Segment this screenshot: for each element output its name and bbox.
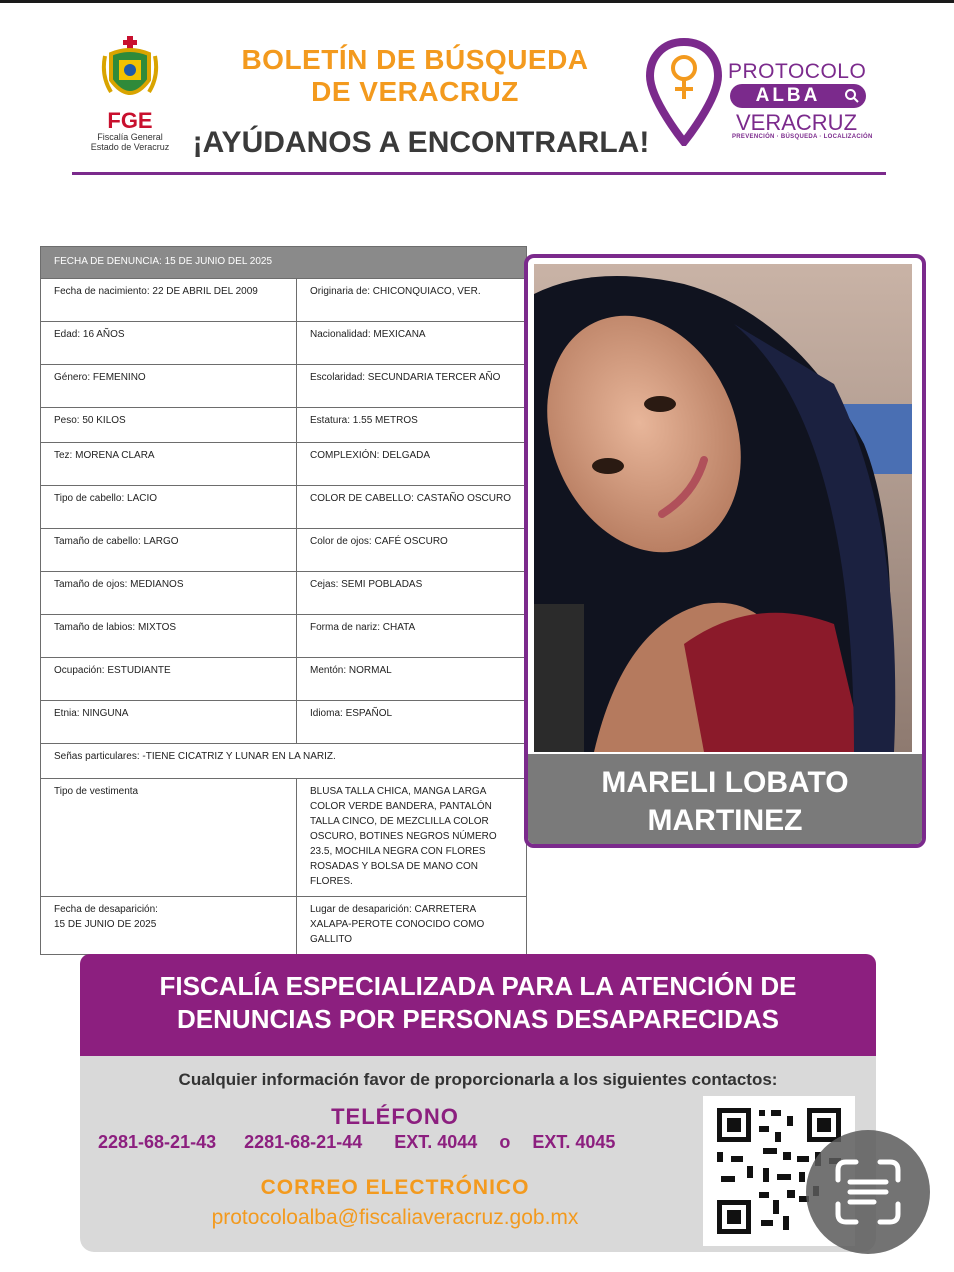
scan-text-button[interactable] (806, 1130, 930, 1254)
report-date: FECHA DE DENUNCIA: 15 DE JUNIO DEL 2025 (41, 247, 527, 279)
missing-person-photo (534, 264, 912, 752)
hair-type: Tipo de cabello: LACIO (41, 486, 297, 529)
eye-size: Tamaño de ojos: MEDIANOS (41, 572, 297, 615)
name-line2: MARTINEZ (647, 804, 803, 837)
magnifier-icon (844, 88, 860, 108)
alba-line1: PROTOCOLO (728, 60, 867, 83)
birth-date: Fecha de nacimiento: 22 DE ABRIL DEL 2009 (41, 279, 297, 322)
clothing-label: Tipo de vestimenta (41, 779, 297, 897)
photo-frame (524, 254, 926, 848)
fge-acronym: FGE (107, 108, 153, 133)
occupation: Ocupación: ESTUDIANTE (41, 658, 297, 701)
person-data-table (40, 246, 527, 955)
veracruz-seal-icon (101, 36, 159, 108)
weight: Peso: 50 KILOS (41, 408, 297, 443)
disappearance-date (41, 897, 297, 955)
alba-tagline: PREVENCIÓN · BÚSQUEDA · LOCALIZACIÓN (732, 134, 873, 140)
nationality: Nacionalidad: MEXICANA (297, 322, 527, 365)
height: Estatura: 1.55 METROS (297, 408, 527, 443)
disappearance-date-label: Fecha de desaparición: (54, 904, 158, 915)
phone-label: TELÉFONO (331, 1104, 459, 1129)
name-box (528, 754, 922, 844)
fiscalia-line1: FISCALÍA ESPECIALIZADA PARA LA ATENCIÓN DE (159, 971, 797, 1001)
female-location-pin-icon (646, 38, 722, 146)
build: COMPLEXIÓN: DELGADA (297, 443, 527, 486)
disappearance-place: Lugar de desaparición: CARRETERA XALAPA-PEROTE CONOCIDO COMO GALLITO (297, 897, 527, 955)
contact-lead: Cualquier información favor de proporcionarla a los siguientes contactos: (178, 1070, 778, 1089)
email-address: protocoloalba@fiscaliaveracruz.gob.mx (211, 1206, 579, 1229)
alba-line3: VERACRUZ (736, 110, 858, 135)
alba-line2: ALBA (755, 85, 821, 106)
chin: Mentón: NORMAL (297, 658, 527, 701)
name-line1: MARELI LOBATO (601, 766, 849, 799)
skin-tone: Tez: MORENA CLARA (41, 443, 297, 486)
protocolo-alba-logo (646, 38, 876, 148)
or-text: o (499, 1132, 511, 1152)
fge-subtitle-1: Fiscalía General (97, 132, 163, 142)
bulletin-title-line2: DE VERACRUZ (311, 76, 519, 107)
disappearance-date-value: 15 DE JUNIO DE 2025 (54, 919, 157, 930)
email-label: CORREO ELECTRÓNICO (260, 1176, 530, 1199)
eye-color: Color de ojos: CAFÉ OSCURO (297, 529, 527, 572)
education: Escolaridad: SECUNDARIA TERCER AÑO (297, 365, 527, 408)
fiscalia-text (80, 970, 876, 1036)
extension-2: EXT. 4045 (532, 1132, 616, 1152)
age: Edad: 16 AÑOS (41, 322, 297, 365)
distinguishing-marks: Señas particulares: -TIENE CICATRIZ Y LUNAR EN LA NARIZ. (41, 744, 527, 779)
phone-2: 2281-68-21-44 (244, 1132, 363, 1152)
phone-numbers (98, 1132, 718, 1153)
top-edge (0, 0, 954, 3)
missing-person-name (528, 764, 922, 840)
eyebrows: Cejas: SEMI POBLADAS (297, 572, 527, 615)
phone-1: 2281-68-21-43 (98, 1132, 217, 1152)
hair-length: Tamaño de cabello: LARGO (41, 529, 297, 572)
fge-logo (80, 36, 180, 160)
lip-size: Tamaño de labios: MIXTOS (41, 615, 297, 658)
fiscalia-banner (80, 954, 876, 1056)
extension-1: EXT. 4044 (394, 1132, 478, 1152)
scan-text-icon (806, 1130, 930, 1254)
bulletin-title (200, 44, 630, 108)
gender: Género: FEMENINO (41, 365, 297, 408)
hair-color: COLOR DE CABELLO: CASTAÑO OSCURO (297, 486, 527, 529)
ethnicity: Etnia: NINGUNA (41, 701, 297, 744)
fge-subtitle-2: Estado de Veracruz (90, 142, 170, 152)
fiscalia-line2: DENUNCIAS POR PERSONAS DESAPARECIDAS (177, 1004, 779, 1034)
language: Idioma: ESPAÑOL (297, 701, 527, 744)
clothing-description: BLUSA TALLA CHICA, MANGA LARGA COLOR VERDE BANDERA, PANTALÓN TALLA CINCO, DE MEZCLILLA COLOR OSCURO, BOTINES NEGROS NÚMERO 23.5, MOCHILA NEGRA CON FLORES ROSADAS Y BOLSA DE MANO CON FLORES. (297, 779, 527, 897)
header-divider (72, 172, 886, 175)
headline: ¡AYÚDANOS A ENCONTRARLA! (192, 126, 650, 159)
nose-shape: Forma de nariz: CHATA (297, 615, 527, 658)
bulletin-title-line1: BOLETÍN DE BÚSQUEDA (241, 44, 589, 75)
origin: Originaria de: CHICONQUIACO, VER. (297, 279, 527, 322)
